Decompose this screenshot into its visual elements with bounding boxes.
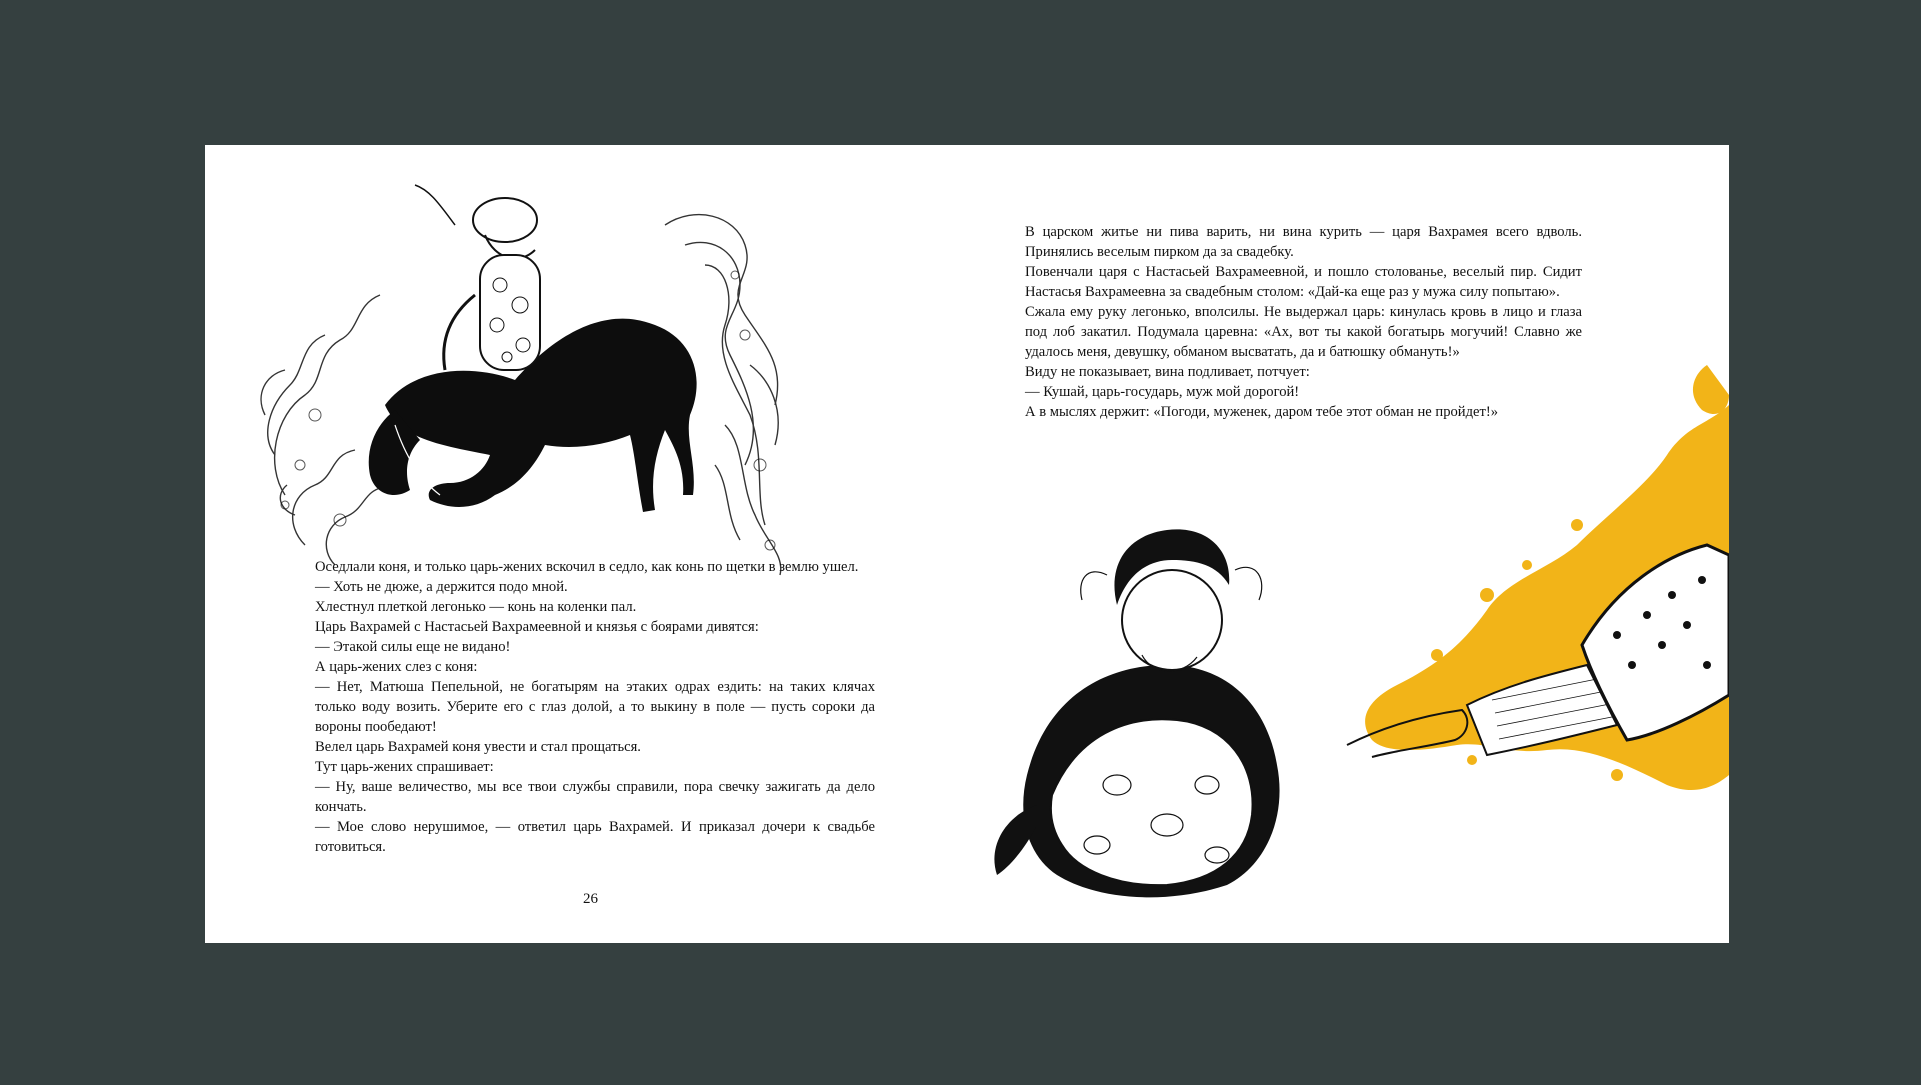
page-number: 26 [583,891,598,907]
paragraph: А царь-жених слез с коня: [315,659,478,675]
left-page [205,145,967,943]
paragraph: Сжала ему руку легонько, вполсилы. Не выдержал царь: кинулась кровь в лицо и глаза под лоб закатил. Подумала царевна: «Ах, вот ты какой богатырь могучий! Славно же удалось меня, девушку, обманом высватать, да и батюшку обмануть!» [1025,304,1582,360]
paragraph: — Нет, Матюша Пепельной, не богатырям на этаких одрах ездить: на таких клячах только воду возить. Уберите его с глаз долой, а то выкину в поле — пусть сороки да вороны пообедают! [315,679,875,735]
paragraph: Велел царь Вахрамей коня увести и стал прощаться. [315,739,641,755]
horse-rider-illustration [245,165,805,585]
paragraph: В царском житье ни пива варить, ни вина курить — царя Вахрамея всего вдволь. Принялись веселым пирком да за свадебку. [1025,224,1582,260]
paragraph: — Этакой силы еще не видано! [315,639,511,655]
paragraph: — Мое слово нерушимое, — ответил царь Вахрамей. И приказал дочери к свадьбе готовиться. [315,819,875,855]
left-page-text [315,557,875,857]
right-page [967,145,1729,943]
paragraph: Повенчали царя с Настасьей Вахрамеевной, и пошло столованье, веселый пир. Сидит Настасья Вахрамеевна за свадебным столом: «Дай-ка еще раз у мужа силу попытаю». [1025,264,1582,300]
right-page-text [1025,222,1582,422]
book-spread [205,145,1729,943]
paragraph: Виду не показывает, вина подливает, потчует: [1025,364,1310,380]
paragraph: Царь Вахрамей с Настасьей Вахрамеевной и князья с боярами дивятся: [315,619,759,635]
paragraph: А в мыслях держит: «Погоди, муженек, даром тебе этот обман не пройдет!» [1025,404,1499,420]
paragraph: — Хоть не дюже, а держится подо мной. [315,579,568,595]
paragraph: Оседлали коня, и только царь-жених вскочил в седло, как конь по щетки в землю ушел. [315,559,859,575]
king-handshake-illustration [967,365,1729,943]
paragraph: — Ну, ваше величество, мы все твои службы справили, пора свечку зажигать да дело кончать. [315,779,875,815]
paragraph: Хлестнул плеткой легонько — конь на коленки пал. [315,599,637,615]
paragraph: — Кушай, царь-государь, муж мой дорогой! [1025,384,1300,400]
paragraph: Тут царь-жених спрашивает: [315,759,494,775]
